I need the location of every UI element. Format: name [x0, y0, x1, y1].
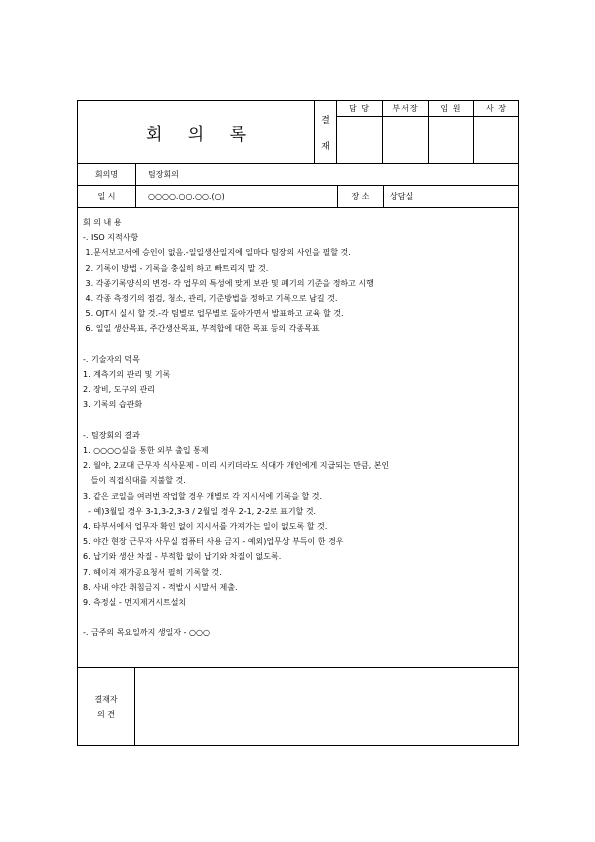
- content-line: -. 팀장회의 결과: [83, 430, 140, 440]
- approval-header-president: 사 장: [474, 101, 519, 117]
- content-line: 9. 측정실 - 먼지제거시트설치: [83, 598, 187, 608]
- approver-opinion-label: [78, 668, 135, 745]
- approval-col-dept-head: [383, 101, 429, 164]
- content-line: 4. 각종 측정기의 점검, 청소, 관리, 기준방법을 정하고 기록으로 남길 것.: [83, 294, 338, 304]
- meeting-name-row: [78, 164, 518, 186]
- content-line: 2. 장비, 도구의 관리: [83, 385, 155, 395]
- meeting-content-row: [78, 208, 518, 668]
- content-line: 2. 기록이 방법 - 기록을 충실히 하고 빠트리지 말 것.: [83, 263, 269, 273]
- approval-side-label-1: 결: [321, 116, 330, 127]
- blank-line: [83, 413, 513, 428]
- place-value[interactable]: 상담실: [383, 186, 518, 207]
- content-line: 들이 직접식대를 지불할 것.: [83, 476, 186, 486]
- content-line: 3. 기록의 습관화: [83, 400, 143, 410]
- approval-col-president: [474, 101, 519, 164]
- content-line: -. 기술자의 덕목: [83, 354, 140, 364]
- approver-opinion-label-line-1: 결재자: [94, 694, 118, 704]
- approval-side-label-2: 재: [321, 141, 330, 152]
- content-line: 회 의 내 용: [83, 218, 122, 227]
- content-line: 6. 납기와 생산 차질 - 부적합 없이 납기와 차질이 없도록.: [83, 552, 282, 562]
- approval-header-dept-head: 부서장: [383, 101, 428, 117]
- approval-sign-staff[interactable]: [337, 117, 382, 163]
- approval-header-staff: 담 당: [337, 101, 382, 117]
- approver-opinion-label-line-2: 의 견: [97, 709, 115, 719]
- approval-col-executive: [429, 101, 474, 164]
- content-line: 6. 일일 생산목표, 주간생산목표, 부적합에 대한 목표 등의 각종목표: [83, 324, 320, 334]
- approver-opinion-row: [78, 668, 518, 745]
- content-line: 5. OJT시 실시 할 것.-각 팀별로 업무별로 돌아가면서 발표하고 교육 할 것.: [83, 309, 344, 319]
- content-line: 1.문서보고서에 승인이 없음.-일일생산일지에 일마다 팀장의 사인을 필할 것.: [83, 248, 351, 258]
- meeting-minutes-form: [77, 100, 519, 746]
- content-line: 1. ○○○○실을 통한 외부 출입 통제: [83, 446, 209, 456]
- approver-opinion-field[interactable]: [135, 668, 518, 745]
- title-row: [78, 101, 518, 164]
- approval-header-executive: 임 원: [429, 101, 473, 117]
- approval-sign-president[interactable]: [474, 117, 519, 163]
- content-line: 7. 헤이져 재가공요청서 필히 기록할 것.: [83, 567, 222, 577]
- content-line: 3. 각종기록양식의 변경- 각 업무의 특성에 맞게 보관 및 폐기의 기준을 정하고 시행: [83, 278, 374, 288]
- meeting-name-value[interactable]: 팀장회의: [135, 164, 518, 185]
- date-label: 일 시: [97, 192, 116, 201]
- date-value[interactable]: ○○○○.○○.○○.(○): [135, 186, 337, 207]
- content-line: 3. 같은 코일을 여러번 작업할 경우 개별로 각 지시서에 기록을 할 것.: [83, 491, 323, 501]
- meeting-content[interactable]: [83, 215, 513, 641]
- content-line: 5. 야간 현장 근무자 사무실 컴퓨터 사용 금지 - 예외)업무상 부득이 한 경우: [83, 537, 344, 547]
- approval-box: [337, 101, 518, 164]
- content-line: -. 금주의 목요일까지 생일자 - ○○○: [83, 628, 210, 638]
- document-title: 회 의 록: [78, 101, 315, 164]
- approval-col-staff: [337, 101, 383, 164]
- content-line: 2. 월야, 2교대 근무자 식사문제 - 미리 시키더라도 식대가 개인에게 지급되는 만큼, 본인: [83, 461, 390, 471]
- approval-sign-dept-head[interactable]: [383, 117, 428, 163]
- approval-side-label: [315, 101, 337, 164]
- content-line: - 예)3월일 경우 3-1,3-2,3-3 / 2월일 경우 2-1, 2-2로 표기할 것.: [83, 506, 317, 516]
- blank-line: [83, 610, 513, 625]
- approval-sign-executive[interactable]: [429, 117, 473, 163]
- place-label: 장 소: [337, 186, 383, 207]
- content-line: 1. 계측기의 관리 및 기록: [83, 370, 171, 380]
- content-line: 4. 타부서에서 업무자 확인 없이 지시서를 가져가는 일이 없도록 할 것.: [83, 522, 328, 532]
- meeting-name-label: 회의명: [94, 170, 119, 179]
- blank-line: [83, 337, 513, 352]
- date-row: [78, 186, 518, 208]
- content-line: 8. 사내 야간 취침금지 - 적발시 시말서 제출.: [83, 582, 238, 592]
- content-line: -. ISO 지적사항: [83, 233, 139, 243]
